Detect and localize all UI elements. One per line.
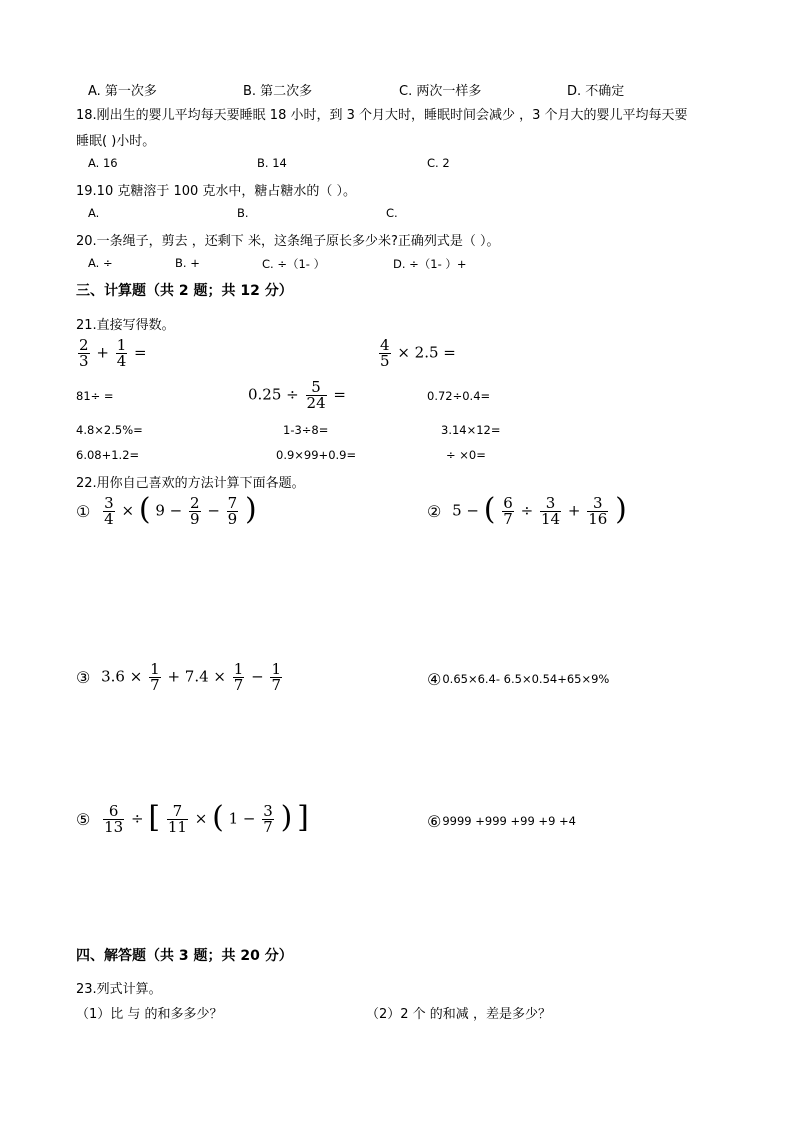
- q21-expr-8: 3.14×12=: [441, 423, 501, 437]
- operator: ×: [121, 501, 135, 520]
- numerator: 3: [263, 802, 273, 820]
- q19-stem: 19.10 克糖溶于 100 克水中，糖占糖水的（ ）。: [76, 184, 357, 199]
- q21-expr-9: 6.08+1.2=: [76, 448, 140, 462]
- fraction: [149, 662, 161, 693]
- q19-option-b: B.: [237, 206, 249, 220]
- fraction: [270, 662, 282, 693]
- q18-stem-line1: 18.刚出生的婴儿平均每天要睡眠 18 小时，到 3 个月大时，睡眠时间会减少 ，3 个月大的婴儿平均每天要: [76, 108, 688, 123]
- q22-problem-6: [427, 812, 576, 831]
- denominator: 9: [189, 510, 200, 528]
- q20-option-c: C. ÷（1- ）: [262, 257, 326, 271]
- problem-number: ⑤: [76, 809, 91, 829]
- left-bracket: [: [148, 799, 161, 835]
- q21-expr-1: [76, 338, 147, 369]
- section-4-title: 四、解答题（共 3 题；共 20 分）: [76, 948, 293, 964]
- fraction: [227, 496, 239, 527]
- expression: 0.65×6.4- 6.5×0.54+65×9%: [442, 672, 610, 686]
- q23-part-2: （2）2 个 的和减 ，差是多少？: [366, 1007, 551, 1022]
- q22-title: 22.用你自己喜欢的方法计算下面各题。: [76, 476, 305, 491]
- q22-problem-4: [427, 670, 609, 689]
- left-paren: (: [212, 799, 224, 835]
- operator: −: [207, 501, 220, 520]
- q23-title: 23.列式计算。: [76, 982, 162, 997]
- equals: =: [134, 343, 147, 362]
- right-paren: ): [245, 491, 257, 527]
- expression-part: 1 −: [228, 809, 256, 828]
- denominator: 7: [263, 818, 273, 836]
- fraction: [262, 804, 274, 835]
- left-paren: (: [483, 491, 496, 527]
- denominator: 9: [227, 510, 238, 528]
- denominator: 5: [380, 352, 390, 370]
- numerator: 7: [172, 802, 183, 820]
- q17-option-a: A. 第一次多: [88, 84, 157, 99]
- q19-option-a: A.: [88, 206, 100, 220]
- numerator: 3: [592, 494, 603, 512]
- q21-title: 21.直接写得数。: [76, 318, 175, 333]
- numerator: 1: [116, 336, 127, 354]
- fraction: [116, 338, 128, 369]
- problem-number: ②: [427, 501, 442, 521]
- numerator: 4: [380, 336, 390, 354]
- numerator: 1: [233, 660, 244, 678]
- numerator: 6: [108, 802, 119, 820]
- problem-number: ③: [76, 667, 91, 687]
- denominator: 13: [104, 818, 124, 836]
- q20-option-a: A. ÷: [88, 256, 113, 270]
- q23-part-1: （1）比 与 的和多多少？: [76, 1007, 223, 1022]
- operator: ×: [194, 809, 208, 828]
- numerator: 1: [150, 660, 160, 678]
- fraction: [103, 496, 115, 527]
- q17-option-d: D. 不确定: [567, 84, 625, 99]
- q21-expr-11: ÷ ×0=: [446, 448, 486, 462]
- expression-lead: 0.25 ÷: [248, 385, 299, 404]
- numerator: 2: [189, 494, 200, 512]
- denominator: 24: [306, 394, 326, 412]
- expression-lead: 5 −: [452, 501, 480, 520]
- numerator: 3: [545, 494, 556, 512]
- operator: ÷: [520, 501, 534, 520]
- operator: −: [251, 667, 264, 686]
- fraction: [233, 662, 245, 693]
- q21-expr-6: 4.8×2.5%=: [76, 423, 143, 437]
- right-paren: ): [615, 491, 627, 527]
- q22-problem-2: [427, 491, 627, 528]
- fraction: [306, 380, 327, 411]
- denominator: 3: [79, 352, 89, 370]
- expression-part: 3.6 ×: [101, 667, 143, 686]
- q21-expr-5: 0.72÷0.4=: [427, 389, 491, 403]
- denominator: 7: [503, 510, 513, 528]
- q17-option-b: B. 第二次多: [243, 84, 313, 99]
- operator: ÷: [131, 809, 144, 828]
- q22-problem-3: [76, 662, 284, 693]
- numerator: 3: [104, 494, 114, 512]
- section-3-title: 三、计算题（共 2 题；共 12 分）: [76, 283, 293, 299]
- q21-expr-3: 81÷ =: [76, 389, 114, 403]
- q19-option-c: C.: [386, 206, 398, 220]
- expression: 9999 +999 +99 +9 +4: [442, 814, 576, 828]
- operator: +: [96, 343, 109, 362]
- denominator: 4: [104, 510, 114, 528]
- fraction: [379, 338, 391, 369]
- q18-option-a: A. 16: [88, 156, 118, 170]
- fraction: [103, 804, 124, 835]
- q18-option-c: C. 2: [427, 156, 450, 170]
- fraction: [502, 496, 514, 527]
- denominator: 14: [540, 510, 561, 528]
- denominator: 7: [150, 676, 160, 694]
- numerator: 7: [227, 494, 238, 512]
- numerator: 6: [503, 494, 513, 512]
- right-bracket: ]: [297, 799, 309, 835]
- left-paren: (: [138, 491, 151, 527]
- denominator: 7: [233, 676, 244, 694]
- q17-option-c: C. 两次一样多: [399, 84, 482, 99]
- q20-stem: 20.一条绳子，剪去 ，还剩下 米，这条绳子原长多少米?正确列式是（ ）。: [76, 234, 500, 249]
- operator: +: [567, 501, 581, 520]
- q18-option-b: B. 14: [257, 156, 287, 170]
- problem-number: ④: [427, 670, 442, 689]
- q21-expr-10: 0.9×99+0.9=: [276, 448, 357, 462]
- q20-option-b: B. +: [175, 256, 200, 270]
- denominator: 11: [167, 818, 187, 836]
- q21-expr-4: [248, 380, 346, 411]
- denominator: 16: [588, 510, 608, 528]
- equals: =: [333, 385, 346, 404]
- denominator: 4: [116, 352, 127, 370]
- q20-option-d: D. ÷（1- ）+: [393, 257, 467, 271]
- expression-rest: × 2.5 =: [397, 343, 456, 362]
- numerator: 5: [311, 378, 321, 396]
- q21-expr-2: [377, 338, 456, 369]
- fraction: [78, 338, 90, 369]
- fraction: [540, 496, 561, 527]
- fraction: [167, 804, 188, 835]
- denominator: 7: [271, 676, 281, 694]
- q22-problem-1: [76, 491, 257, 528]
- problem-number: ①: [76, 501, 91, 521]
- expression-part: 9 −: [155, 501, 183, 520]
- q22-problem-5: [76, 799, 309, 836]
- fraction: [189, 496, 201, 527]
- q18-stem-line2: 睡眠( )小时。: [76, 134, 156, 149]
- expression-part: + 7.4 ×: [167, 667, 226, 686]
- numerator: 2: [79, 336, 89, 354]
- q21-expr-7: 1-3÷8=: [283, 423, 329, 437]
- numerator: 1: [271, 660, 281, 678]
- fraction: [587, 496, 608, 527]
- problem-number: ⑥: [427, 812, 442, 831]
- right-paren: ): [280, 799, 293, 835]
